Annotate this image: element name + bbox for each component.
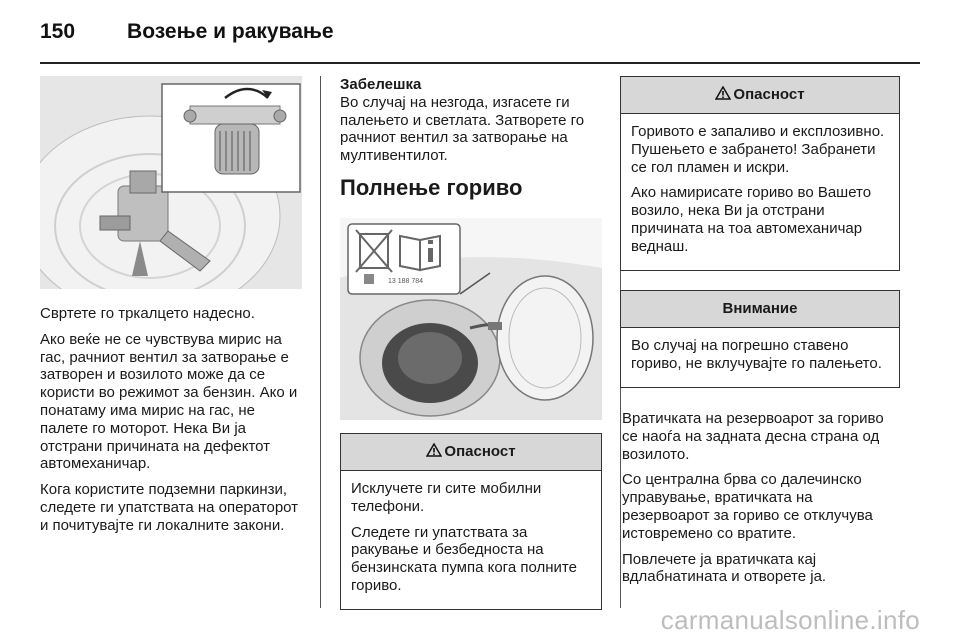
paragraph: Вратичката на резервоарот за гориво се наоѓа на задната десна страна од возилото. xyxy=(622,410,884,463)
fuel-door xyxy=(497,276,593,400)
danger-box-phones xyxy=(340,433,602,610)
caution-box-title: Внимание xyxy=(722,300,798,317)
fuel-flap-drawing xyxy=(340,218,602,420)
paragraph: Свртете го тркалцето надесно. xyxy=(40,305,255,322)
column-divider-1 xyxy=(320,76,321,608)
label-square-icon xyxy=(364,274,374,284)
box-paragraph: Следете ги упатствата за ракување и безбедноста на бензинската пумпа кога полните гориво. xyxy=(351,523,577,594)
hinge xyxy=(488,322,502,330)
chapter-title: Возење и ракување xyxy=(127,20,334,43)
danger-box-title: Опасност xyxy=(444,443,516,460)
box-paragraph: Исклучете ги сите мобилни телефони. xyxy=(351,480,542,515)
caution-box-header xyxy=(621,291,899,328)
valve-illustration xyxy=(40,76,302,289)
paragraph: Со централна брва со далечинско управување, вратичката на резервоарот за гориво се отклучува истовремено со вратите. xyxy=(622,471,873,542)
paragraph: Кога користите подземни паркинзи, следете ги упатствата на операторот и почитувајте ги локалните закони. xyxy=(40,481,299,534)
column-1-text xyxy=(40,305,302,543)
note-title: Забелешка xyxy=(340,76,422,93)
caution-box-body xyxy=(621,328,899,387)
column-2-text xyxy=(340,76,602,217)
warning-triangle-icon xyxy=(715,86,731,100)
column-3-text xyxy=(622,410,902,594)
danger-box-fuel xyxy=(620,76,900,271)
fuel-flap-illustration xyxy=(340,218,602,420)
danger-box-header xyxy=(341,434,601,471)
paragraph: Повлечете ја вратичката кај вдлабнатината и отворете ја. xyxy=(622,550,827,586)
paragraph: Ако веќе не се чувствува мирис на гас, рачниот вентил за затворање е затворен и возилото може да се користи во режимот за бензин. Ако и понатаму има мирис на гас, не палете го моторот. Нека Ви ја отстрани причината на дефектот автомеханичар. xyxy=(40,330,298,473)
caution-box xyxy=(620,290,900,388)
page-header xyxy=(40,20,334,50)
page-number: 150 xyxy=(40,20,76,43)
header-rule xyxy=(40,62,920,64)
box-paragraph: Ако намирисате гориво во Вашето возило, нека Ви ја отстрани причината на тоа автомеханичар веднаш. xyxy=(631,184,872,255)
valve-drawing xyxy=(40,76,302,289)
section-heading: Полнење гориво xyxy=(340,174,523,200)
box-paragraph: Во случај на погрешно ставено гориво, не вклучувајте го палењето. xyxy=(631,337,882,372)
danger-box-title: Опасност xyxy=(733,86,805,103)
figure-code: 13 188 784 xyxy=(388,278,424,285)
note-text: Во случај на незгода, изгасете ги палењето и светлата. Затворете го рачниот вентил за затворање на мултивентилот. xyxy=(340,93,585,165)
danger-box-body xyxy=(341,471,601,609)
danger-box-header xyxy=(621,77,899,114)
box-paragraph: Горивото е запаливо и експлозивно. Пушењето е забрането! Забранети се гол пламен и искри. xyxy=(631,123,885,176)
watermark: carmanualsonline.info xyxy=(660,605,920,635)
danger-box-body xyxy=(621,114,899,270)
warning-triangle-icon xyxy=(426,443,442,457)
